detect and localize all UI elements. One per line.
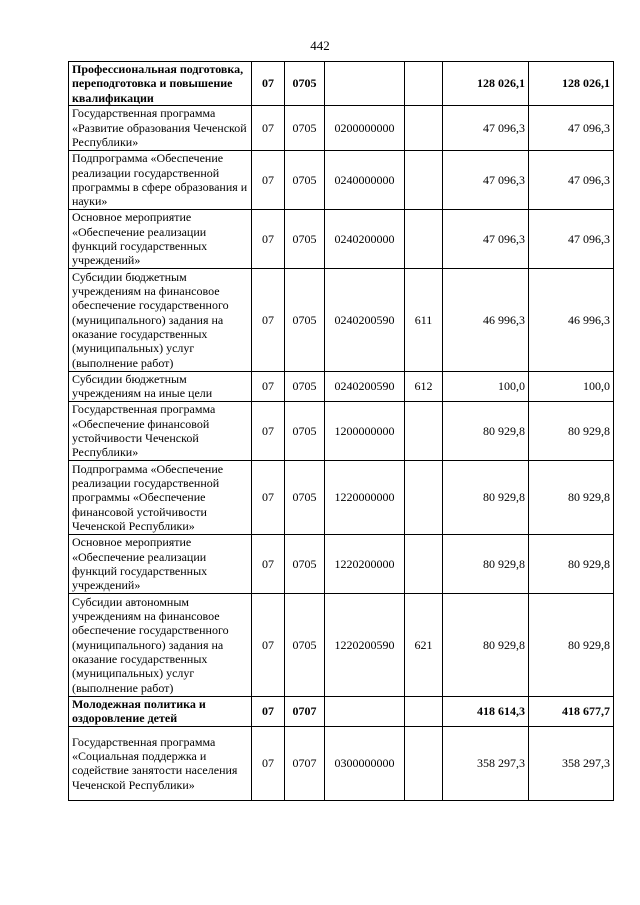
cell-section: 07 — [252, 371, 285, 401]
cell-amount-2: 47 096,3 — [529, 209, 614, 268]
cell-target-article: 0240200000 — [325, 209, 405, 268]
cell-section: 07 — [252, 62, 285, 106]
table-row — [69, 371, 614, 401]
cell-target-article: 1220200590 — [325, 593, 405, 696]
cell-amount-1: 46 996,3 — [443, 268, 529, 371]
cell-section: 07 — [252, 726, 285, 800]
cell-section: 07 — [252, 696, 285, 726]
cell-section: 07 — [252, 209, 285, 268]
cell-target-article: 0240200590 — [325, 371, 405, 401]
cell-target-article: 0200000000 — [325, 105, 405, 150]
cell-amount-2: 128 026,1 — [529, 62, 614, 106]
cell-subsection: 0705 — [285, 401, 325, 460]
cell-amount-1: 47 096,3 — [443, 150, 529, 209]
cell-name: Подпрограмма «Обеспечение реализации государственной программы «Обеспечение финансовой устойчивости Чеченской Республики» — [69, 460, 252, 534]
table-row — [69, 150, 614, 209]
cell-section: 07 — [252, 150, 285, 209]
cell-amount-1: 80 929,8 — [443, 401, 529, 460]
cell-amount-1: 80 929,8 — [443, 593, 529, 696]
cell-amount-2: 47 096,3 — [529, 105, 614, 150]
table-row — [69, 726, 614, 800]
cell-subsection: 0705 — [285, 460, 325, 534]
table-row — [69, 593, 614, 696]
cell-target-article: 0240000000 — [325, 150, 405, 209]
cell-expense-type — [405, 696, 443, 726]
cell-subsection: 0705 — [285, 105, 325, 150]
cell-amount-2: 47 096,3 — [529, 150, 614, 209]
cell-target-article: 1200000000 — [325, 401, 405, 460]
cell-target-article: 1220200000 — [325, 534, 405, 593]
cell-section: 07 — [252, 401, 285, 460]
cell-amount-2: 100,0 — [529, 371, 614, 401]
cell-subsection: 0705 — [285, 534, 325, 593]
cell-section: 07 — [252, 105, 285, 150]
cell-name: Подпрограмма «Обеспечение реализации государственной программы в сфере образования и науки» — [69, 150, 252, 209]
table-row — [69, 62, 614, 106]
cell-target-article: 0300000000 — [325, 726, 405, 800]
cell-expense-type — [405, 460, 443, 534]
cell-expense-type — [405, 726, 443, 800]
cell-amount-1: 80 929,8 — [443, 460, 529, 534]
cell-section: 07 — [252, 534, 285, 593]
cell-expense-type: 612 — [405, 371, 443, 401]
cell-amount-2: 418 677,7 — [529, 696, 614, 726]
cell-amount-2: 80 929,8 — [529, 401, 614, 460]
cell-expense-type — [405, 209, 443, 268]
cell-expense-type: 611 — [405, 268, 443, 371]
cell-amount-2: 46 996,3 — [529, 268, 614, 371]
cell-expense-type: 621 — [405, 593, 443, 696]
cell-subsection: 0705 — [285, 371, 325, 401]
cell-name: Государственная программа «Социальная поддержка и содействие занятости населения Чеченской Республики» — [69, 726, 252, 800]
table-row — [69, 696, 614, 726]
cell-name: Государственная программа «Обеспечение финансовой устойчивости Чеченской Республики» — [69, 401, 252, 460]
cell-target-article: 1220000000 — [325, 460, 405, 534]
cell-target-article: 0240200590 — [325, 268, 405, 371]
cell-expense-type — [405, 150, 443, 209]
cell-target-article — [325, 696, 405, 726]
cell-amount-1: 80 929,8 — [443, 534, 529, 593]
cell-subsection: 0707 — [285, 726, 325, 800]
cell-expense-type — [405, 62, 443, 106]
cell-name: Субсидии автономным учреждениям на финансовое обеспечение государственного (муниципального) задания на оказание государственных (муниципальных) услуг (выполнение работ) — [69, 593, 252, 696]
cell-expense-type — [405, 401, 443, 460]
cell-expense-type — [405, 105, 443, 150]
cell-amount-1: 128 026,1 — [443, 62, 529, 106]
cell-section: 07 — [252, 268, 285, 371]
cell-name: Субсидии бюджетным учреждениям на финансовое обеспечение государственного (муниципального) задания на оказание государственных (муниципальных) услуг (выполнение работ) — [69, 268, 252, 371]
cell-name: Основное мероприятие «Обеспечение реализации функций государственных учреждений» — [69, 209, 252, 268]
cell-subsection: 0707 — [285, 696, 325, 726]
cell-name: Субсидии бюджетным учреждениям на иные цели — [69, 371, 252, 401]
table-row — [69, 268, 614, 371]
cell-amount-2: 358 297,3 — [529, 726, 614, 800]
cell-subsection: 0705 — [285, 268, 325, 371]
cell-name: Молодежная политика и оздоровление детей — [69, 696, 252, 726]
cell-amount-1: 47 096,3 — [443, 105, 529, 150]
cell-amount-1: 47 096,3 — [443, 209, 529, 268]
table-row — [69, 105, 614, 150]
cell-amount-2: 80 929,8 — [529, 460, 614, 534]
cell-amount-2: 80 929,8 — [529, 534, 614, 593]
cell-subsection: 0705 — [285, 209, 325, 268]
cell-name: Основное мероприятие «Обеспечение реализации функций государственных учреждений» — [69, 534, 252, 593]
table-row — [69, 534, 614, 593]
cell-subsection: 0705 — [285, 62, 325, 106]
cell-amount-1: 358 297,3 — [443, 726, 529, 800]
budget-table — [68, 61, 614, 801]
cell-expense-type — [405, 534, 443, 593]
cell-section: 07 — [252, 593, 285, 696]
page-number: 442 — [310, 38, 330, 53]
table-row — [69, 460, 614, 534]
cell-name: Государственная программа «Развитие образования Чеченской Республики» — [69, 105, 252, 150]
table-row — [69, 401, 614, 460]
cell-target-article — [325, 62, 405, 106]
cell-section: 07 — [252, 460, 285, 534]
cell-amount-1: 418 614,3 — [443, 696, 529, 726]
table-row — [69, 209, 614, 268]
cell-amount-1: 100,0 — [443, 371, 529, 401]
cell-amount-2: 80 929,8 — [529, 593, 614, 696]
cell-subsection: 0705 — [285, 593, 325, 696]
cell-subsection: 0705 — [285, 150, 325, 209]
cell-name: Профессиональная подготовка, переподготовка и повышение квалификации — [69, 62, 252, 106]
